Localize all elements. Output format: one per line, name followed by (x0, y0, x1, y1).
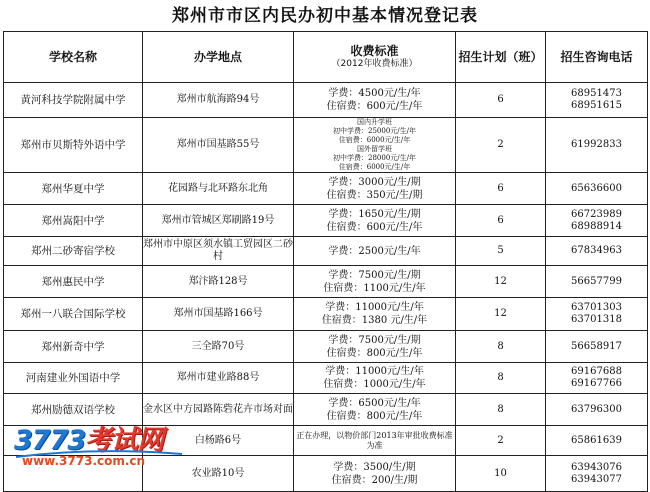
phone-number: 63943076 (571, 461, 622, 473)
table-row (4, 205, 648, 237)
fee-line: 住宿费：800元/生/年 (326, 347, 423, 359)
address-cell: 白杨路6号 (143, 426, 294, 456)
table-row (4, 331, 648, 363)
fee-line: 学费：2500元/生/年 (328, 245, 421, 257)
fee-cell (294, 266, 456, 298)
fee-cell (294, 298, 456, 331)
school-name-cell: 郑州华夏中学 (4, 173, 143, 205)
enrollment-plan-cell: 5 (456, 237, 546, 266)
phone-cell (546, 363, 648, 394)
fee-line: 学费：3000元/生/期 (328, 176, 421, 188)
enrollment-plan-cell: 8 (456, 363, 546, 394)
fee-line: 初中学费：25000元/生/年 (333, 127, 416, 135)
fee-line: 住宿费：350元/生/期 (326, 189, 423, 201)
page-title: 郑州市市区内民办初中基本情况登记表 (172, 6, 478, 26)
school-name-cell: 郑州新奇中学 (4, 331, 143, 363)
fee-cell (294, 237, 456, 266)
phone-number: 65636600 (571, 182, 622, 194)
school-name-cell: 郑州市贝斯特外语中学 (4, 118, 143, 173)
school-name-cell: 郑州二砂寄宿学校 (4, 237, 143, 266)
enrollment-plan-cell: 6 (456, 173, 546, 205)
fee-line: 住宿费：600元/生/年 (326, 101, 423, 112)
fee-cell (294, 426, 456, 456)
phone-number: 66723989 (571, 208, 622, 220)
phone-cell (546, 331, 648, 363)
header-row (4, 32, 648, 83)
address-cell: 郑州市建业路88号 (143, 363, 294, 394)
enrollment-plan-cell: 12 (456, 298, 546, 331)
table-row (4, 237, 648, 266)
table-row (4, 118, 648, 173)
phone-cell (546, 205, 648, 237)
fee-cell (294, 118, 456, 173)
phone-number: 68988914 (571, 220, 622, 232)
fee-cell (294, 331, 456, 363)
fee-line: 住宿费：6000元/生/年 (338, 163, 411, 171)
phone-number: 67834963 (571, 245, 622, 256)
header-fee-label: 收费标准 (350, 44, 399, 58)
phone-number: 63943077 (571, 473, 622, 485)
enrollment-plan-cell: 6 (456, 205, 546, 237)
address-cell: 农业路10号 (143, 456, 294, 492)
enrollment-plan-cell: 12 (456, 266, 546, 298)
school-name-cell: 郑州嵩阳中学 (4, 205, 143, 237)
enrollment-plan-cell: 6 (456, 83, 546, 118)
phone-cell (546, 237, 648, 266)
fee-cell (294, 363, 456, 394)
phone-number: 69167766 (571, 378, 622, 389)
address-cell: 郑州市中原区须水镇工贸园区二砂村 (143, 237, 294, 266)
fee-line: 学费：1650元/生/期 (328, 208, 421, 220)
phone-number: 69167688 (571, 366, 622, 377)
phone-number: 56657799 (571, 275, 622, 287)
phone-number: 61992833 (571, 139, 622, 150)
phone-cell (546, 118, 648, 173)
phone-cell (546, 266, 648, 298)
enrollment-plan-cell: 2 (456, 118, 546, 173)
enrollment-plan-cell: 8 (456, 331, 546, 363)
table-row (4, 298, 648, 331)
fee-line: 国外留学班 (357, 145, 392, 153)
header-fee-note: （2012年收费标准） (331, 59, 418, 69)
fee-line: 住宿费：1380 元/生/年 (321, 315, 428, 326)
phone-cell (546, 298, 648, 331)
fee-line: 住宿费：200/生/期 (331, 474, 418, 486)
fee-line: 住宿费：600元/生/年 (326, 221, 423, 233)
address-cell: 郑州市国基路55号 (143, 118, 294, 173)
fee-cell (294, 394, 456, 426)
address-cell: 郑州市管城区郑刷路19号 (143, 205, 294, 237)
fee-line: 住宿费：800元/生/年 (326, 410, 423, 422)
school-name-cell: 河南建业外国语中学 (4, 363, 143, 394)
address-cell: 花园路与北环路东北角 (143, 173, 294, 205)
address-cell: 郑汴路128号 (143, 266, 294, 298)
fee-line: 学费：7500元/生/期 (328, 269, 421, 281)
fee-cell (294, 205, 456, 237)
site-watermark (14, 418, 189, 480)
fee-line: 住宿费：1000元/生/年 (323, 379, 426, 390)
fee-line: 学费：11000元/生/年 (325, 366, 424, 377)
header-address: 办学地点 (143, 32, 294, 83)
address-cell: 郑州市航海路94号 (143, 83, 294, 118)
header-school-name: 学校名称 (4, 32, 143, 83)
enrollment-plan-cell: 10 (456, 456, 546, 492)
fee-line: 国内升学班 (357, 118, 392, 126)
phone-cell (546, 426, 648, 456)
phone-cell (546, 456, 648, 492)
table-row (4, 83, 648, 118)
address-cell: 金水区中方园路陈砦花卉市场对面 (143, 394, 294, 426)
watermark-url: www.3773.com.cn (22, 454, 146, 468)
phone-number: 68951615 (571, 100, 622, 111)
header-phone: 招生咨询电话 (546, 32, 648, 83)
fee-line: 学费：4500元/生/年 (328, 88, 421, 99)
phone-number: 63796300 (571, 403, 622, 415)
header-fee (294, 32, 456, 83)
phone-number: 65861639 (571, 434, 622, 446)
fee-line: 住宿费：6000元/生/年 (338, 136, 411, 144)
address-cell: 三全路70号 (143, 331, 294, 363)
phone-cell (546, 173, 648, 205)
fee-line: 初中学费：28000元/生/年 (333, 154, 416, 162)
table-row (4, 363, 648, 394)
phone-number: 56658917 (571, 340, 622, 352)
fee-cell (294, 83, 456, 118)
phone-cell (546, 83, 648, 118)
table-row (4, 266, 648, 298)
fee-cell (294, 456, 456, 492)
enrollment-plan-cell: 8 (456, 394, 546, 426)
fee-line: 学费：6500元/生/年 (328, 397, 421, 409)
school-name-cell: 黄河科技学院附属中学 (4, 83, 143, 118)
phone-cell (546, 394, 648, 426)
phone-number: 68951473 (571, 88, 622, 99)
fee-line: 学费：7500元/生/期 (328, 334, 421, 346)
fee-line: 学费：11000元/生/年 (325, 302, 424, 313)
enrollment-plan-cell: 2 (456, 426, 546, 456)
address-cell: 郑州市国基路166号 (143, 298, 294, 331)
fee-line: 住宿费：1100元/生/年 (323, 282, 426, 294)
fee-cell (294, 173, 456, 205)
school-name-cell: 郑州一八联合国际学校 (4, 298, 143, 331)
fee-line: 学费：3500/生/期 (333, 461, 416, 473)
watermark-logo: 3773考试网 (14, 425, 164, 456)
fee-line: 正在办理，以物价部门2013年审批收费标准为准 (296, 430, 453, 450)
table-row (4, 173, 648, 205)
school-name-cell: 郑州励德双语学校 (4, 394, 143, 426)
phone-number: 63701303 (571, 302, 622, 313)
phone-number: 63701318 (571, 314, 622, 325)
school-name-cell: 郑州惠民中学 (4, 266, 143, 298)
header-plan: 招生计划（班） (456, 32, 546, 83)
